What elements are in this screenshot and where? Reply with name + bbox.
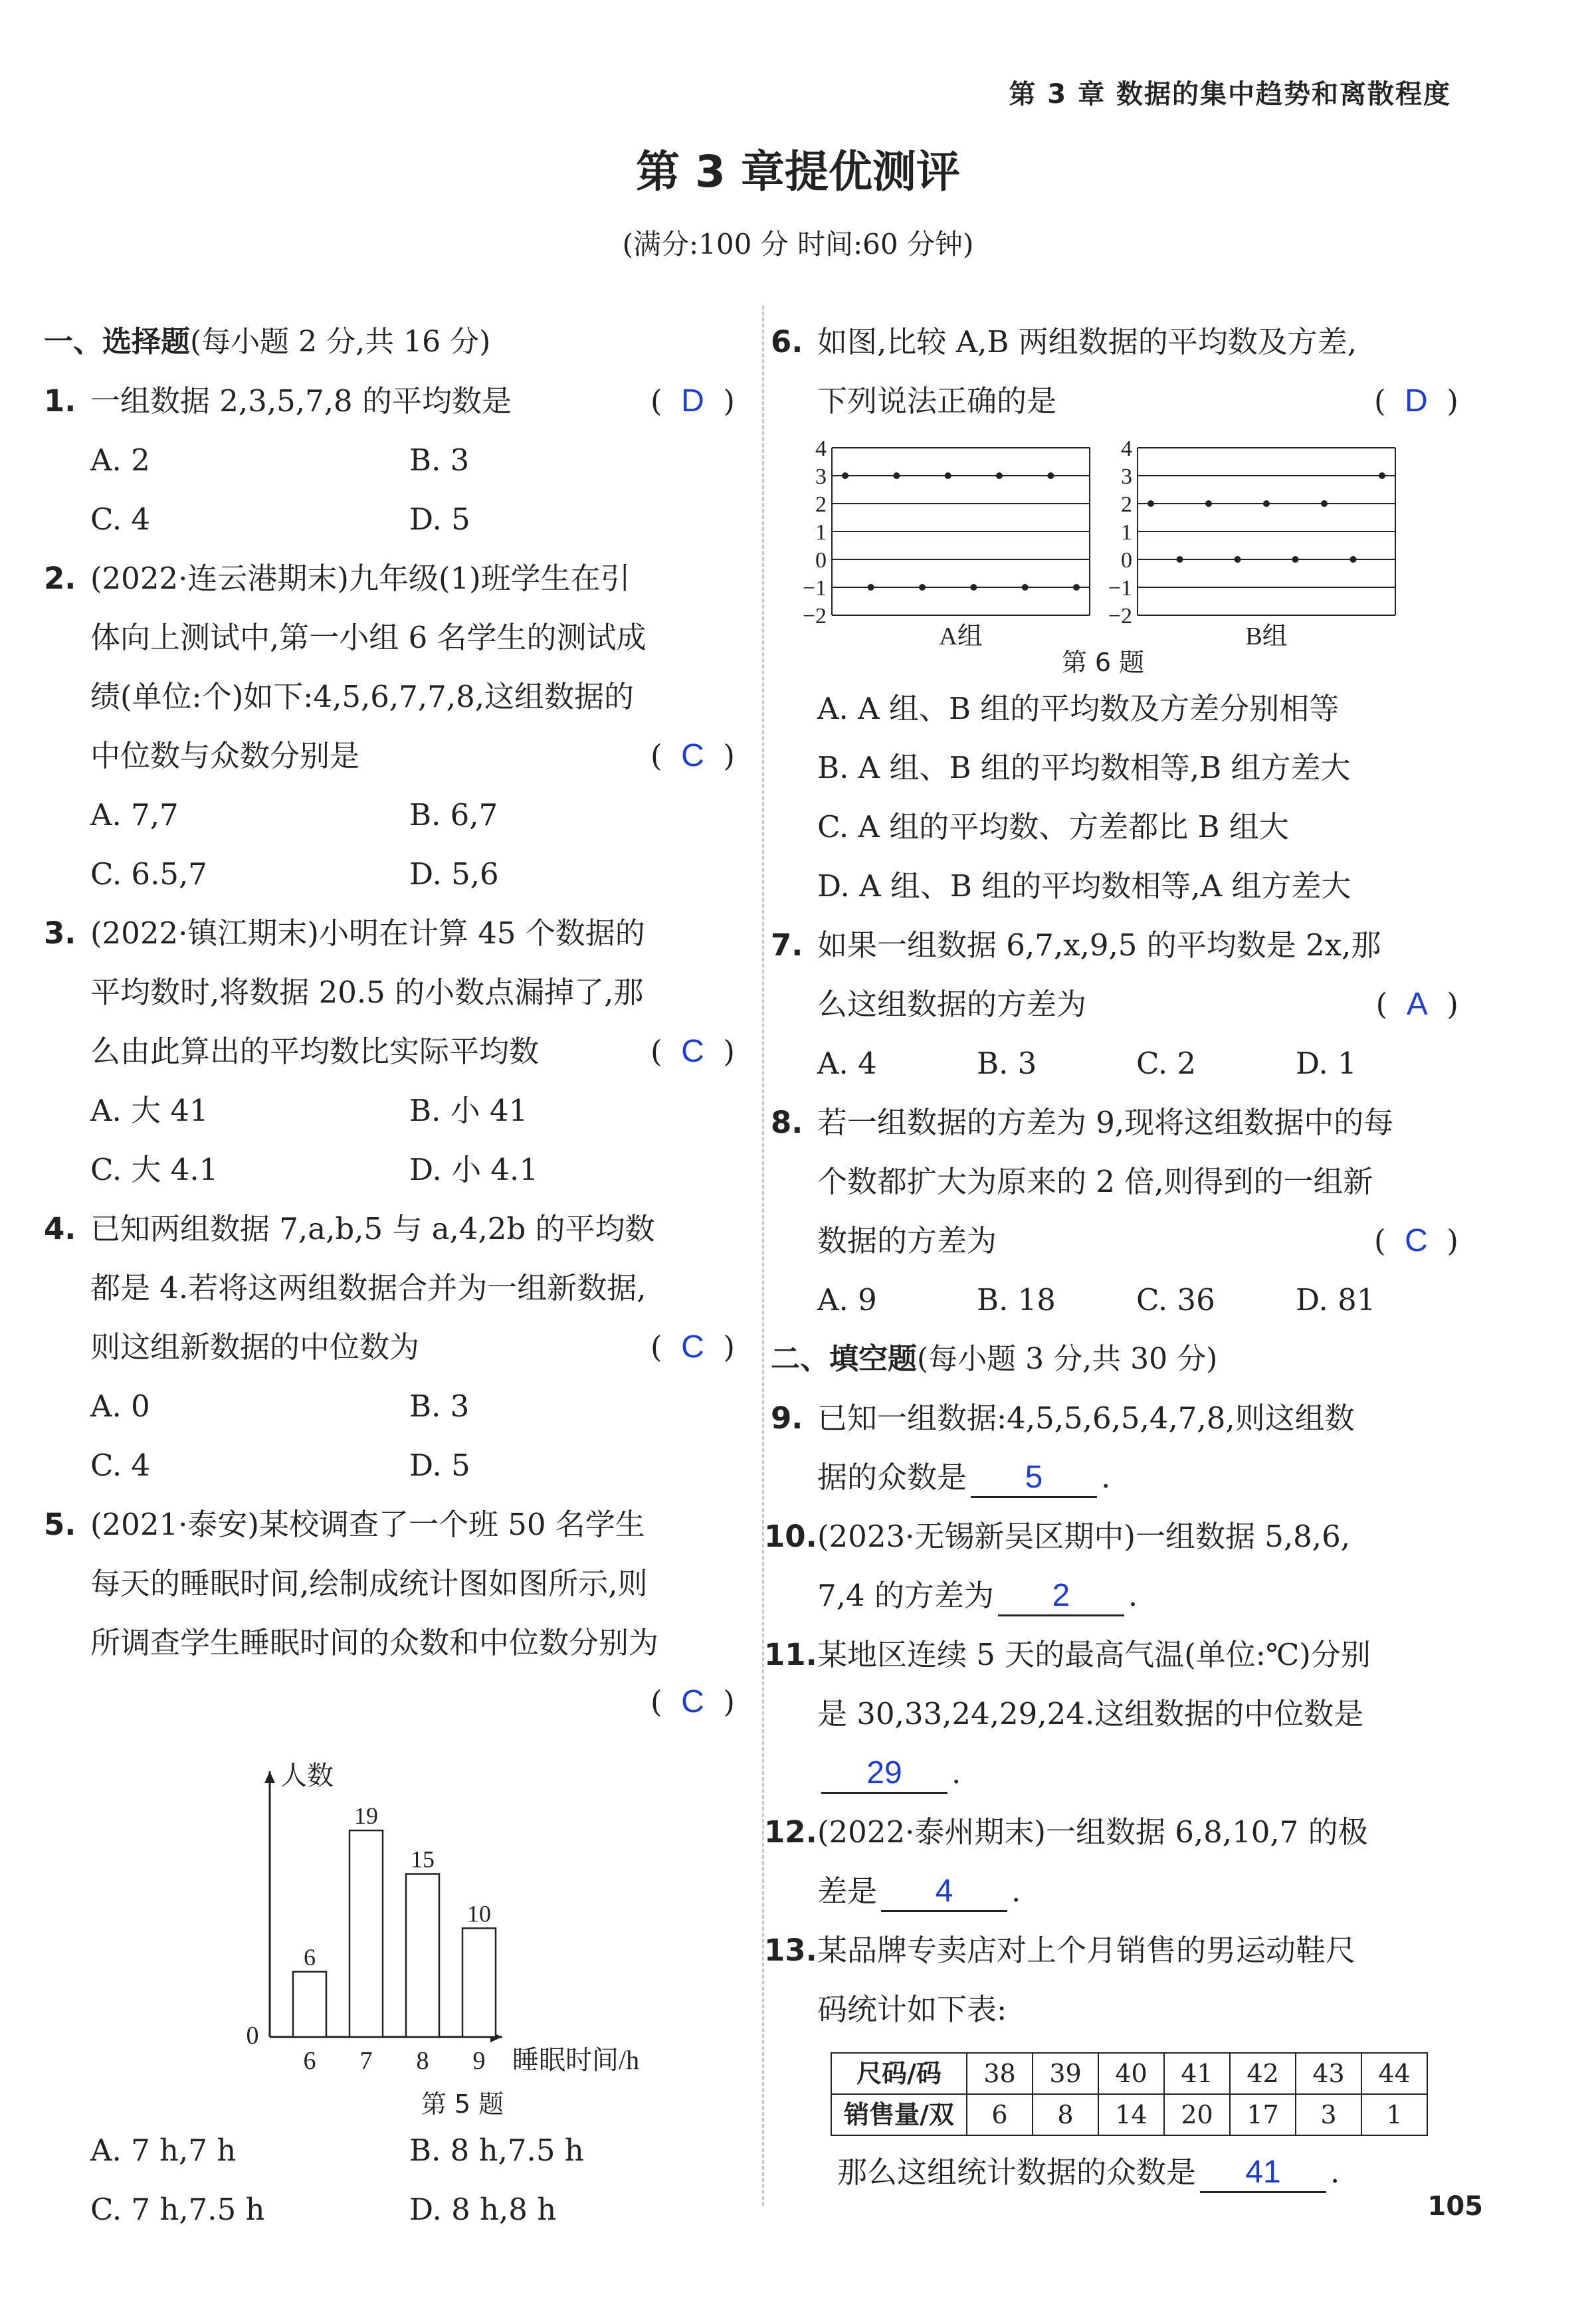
- section-choice: 一、选择题(每小题 2 分,共 16 分): [44, 325, 491, 359]
- bar: [406, 1874, 439, 2037]
- page-title: 第 3 章提优测评: [636, 146, 960, 197]
- question-7: 7. 如果一组数据 6,7,x,9,5 的平均数是 2x,那 ( A ) 么这组数据的方差为: [771, 927, 1458, 1022]
- data-point: [1147, 500, 1154, 507]
- answer-blank: 4: [881, 1873, 1007, 1912]
- table-row: 销售量/双 6 8 14 20 17 3 1: [831, 2094, 1427, 2135]
- data-point: [868, 584, 874, 591]
- y-tick-label: 0: [1121, 548, 1132, 573]
- data-point: [970, 584, 977, 591]
- answer: C: [681, 738, 704, 773]
- figure-6: [771, 433, 1458, 646]
- question-5-options: A. 7 h,7 h B. 8 h,7.5 h C. 7 h,7.5 h D. 8 h,8 h: [90, 2133, 584, 2227]
- question-13-answer-line: 那么这组统计数据的众数是 41 .: [771, 2143, 1458, 2202]
- group-label: B组: [1245, 623, 1288, 646]
- answer: D: [681, 383, 704, 419]
- page-number: 105: [1427, 2191, 1483, 2222]
- question-6: 6. 如图,比较 A,B 两组数据的平均数及方差, ( D ) 下列说法正确的是: [771, 324, 1458, 419]
- chapter-header: 第 3 章 数据的集中趋势和离散程度: [1009, 79, 1451, 110]
- question-6-options: A. A 组、B 组的平均数及方差分别相等 B. A 组、B 组的平均数相等,B 组方差大 C. A 组的平均数、方差都比 B 组大 D. A 组、B 组的平均数相等,A 组方差大: [817, 691, 1351, 904]
- data-point: [842, 472, 848, 479]
- answer-blank: 29: [821, 1755, 948, 1794]
- y-tick-label: 1: [815, 520, 827, 545]
- score-time: (满分:100 分 时间:60 分钟): [622, 228, 974, 260]
- data-point: [1073, 584, 1080, 591]
- data-point: [893, 472, 900, 479]
- answer: C: [681, 1329, 704, 1365]
- bar-value-label: 6: [304, 1943, 316, 1971]
- figure-6-caption: 第 6 题: [1061, 648, 1145, 677]
- bar: [462, 1928, 496, 2037]
- group-label: A组: [939, 623, 983, 646]
- bar: [293, 1972, 326, 2037]
- left-column: [44, 312, 735, 2239]
- bar-value-label: 19: [354, 1802, 378, 1830]
- answer: D: [1405, 383, 1428, 419]
- data-point: [1022, 584, 1029, 591]
- data-point: [1047, 472, 1054, 479]
- data-point: [919, 584, 926, 591]
- question-2: 2. (2022·连云港期末)九年级(1)班学生在引 体向上测试中,第一小组 6 名学生的测试成 绩(单位:个)如下:4,5,6,7,7,8,这组数据的 ( C ) 中位数与众数分别是: [44, 561, 735, 773]
- data-point: [1321, 500, 1328, 507]
- y-tick-label: 0: [815, 548, 827, 573]
- answer: A: [1406, 987, 1428, 1022]
- question-7-options: A. 4 B. 3 C. 2 D. 1: [817, 1046, 1357, 1081]
- section-fill: 二、填空题(每小题 3 分,共 30 分): [771, 1342, 1218, 1376]
- question-2-options: A. 7,7 B. 6,7 C. 6.5,7 D. 5,6: [90, 797, 499, 892]
- data-point: [1235, 556, 1241, 563]
- y-tick-label: −1: [802, 576, 827, 601]
- question-1-options: A. 2 B. 3 C. 4 D. 5: [90, 442, 470, 537]
- data-point: [1205, 500, 1212, 507]
- y-tick-label: 1: [1121, 520, 1132, 545]
- bar-value-label: 10: [467, 1900, 491, 1927]
- question-13: 13. 某品牌专卖店对上个月销售的男运动鞋尺 码统计如下表:: [764, 1933, 1356, 2027]
- question-5: 5. (2021·泰安)某校调查了一个班 50 名学生 每天的睡眠时间,绘制成统计图如图所示,则 所调查学生睡眠时间的众数和中位数分别为 ( C ): [44, 1507, 735, 1719]
- y-tick-label: 3: [1121, 464, 1132, 489]
- question-4: 4. 已知两组数据 7,a,b,5 与 a,4,2b 的平均数 都是 4.若将这两组数据合并为一组新数据, ( C ) 则这组新数据的中位数为: [44, 1211, 735, 1365]
- y-tick-label: −1: [1108, 576, 1132, 601]
- y-tick-label: −2: [802, 604, 827, 628]
- x-tick-label: 9: [472, 2047, 486, 2075]
- data-point: [1350, 556, 1357, 563]
- group-a-dot-chart: [797, 433, 1103, 646]
- y-tick-label: 2: [1121, 492, 1132, 517]
- question-9: 9. 已知一组数据:4,5,5,6,5,4,7,8,则这组数 据的众数是 5 .: [771, 1389, 1458, 1507]
- answer-blank: 2: [998, 1577, 1124, 1616]
- y-tick-label: 4: [815, 436, 827, 461]
- question-8: 8. 若一组数据的方差为 9,现将这组数据中的每 个数都扩大为原来的 2 倍,则得到的一组新 ( C ) 数据的方差为: [771, 1105, 1458, 1258]
- table-row: 尺码/码 38 39 40 41 42 43 44: [831, 2053, 1427, 2094]
- data-point: [1263, 500, 1270, 507]
- answer-blank: 41: [1200, 2154, 1326, 2193]
- bar-value-label: 15: [411, 1846, 435, 1873]
- y-tick-label: 3: [815, 464, 827, 489]
- data-point: [1379, 472, 1385, 479]
- figure-5-caption: 第 5 题: [421, 2089, 504, 2119]
- question-4-options: A. 0 B. 3 C. 4 D. 5: [90, 1389, 470, 1483]
- y-axis-arrow: [264, 1771, 275, 1783]
- x-axis-label: 睡眠时间/h: [512, 2045, 640, 2075]
- shoe-size-table: [831, 2052, 1428, 2136]
- data-point: [1177, 556, 1183, 563]
- question-8-options: A. 9 B. 18 C. 36 D. 81: [817, 1282, 1376, 1317]
- group-b-dot-chart: [1103, 433, 1409, 646]
- right-column: [764, 312, 1458, 2202]
- data-point: [1292, 556, 1299, 563]
- x-tick-label: 6: [303, 2047, 316, 2075]
- answer-blank: 5: [971, 1459, 1097, 1498]
- answer: C: [681, 1034, 704, 1069]
- y-tick-label: −2: [1108, 604, 1132, 628]
- data-point: [996, 472, 1003, 479]
- x-tick-label: 8: [416, 2047, 429, 2075]
- question-3-options: A. 大 41 B. 小 41 C. 大 4.1 D. 小 4.1: [90, 1093, 538, 1187]
- y-axis-label: 人数: [280, 1761, 334, 1790]
- y-tick-label: 4: [1121, 436, 1132, 461]
- y-tick-label: 2: [815, 492, 827, 517]
- answer: C: [1405, 1223, 1428, 1258]
- answer: C: [681, 1684, 704, 1719]
- question-12: 12. (2022·泰州期末)一组数据 6,8,10,7 的极 差是 4 .: [771, 1802, 1458, 1921]
- question-10: 10. (2023·无锡新吴区期中)一组数据 5,8,6, 7,4 的方差为 2 .: [771, 1507, 1458, 1625]
- sleep-bar-chart: [157, 1745, 755, 2103]
- origin-label: 0: [246, 2022, 259, 2050]
- x-tick-label: 7: [359, 2047, 373, 2075]
- question-3: 3. (2022·镇江期末)小明在计算 45 个数据的 平均数时,将数据 20.5 的小数点漏掉了,那 ( C ) 么由此算出的平均数比实际平均数: [44, 916, 735, 1069]
- question-11: 11. 某地区连续 5 天的最高气温(单位:℃)分别 是 30,33,24,29,24.这组数据的中位数是 29 .: [771, 1625, 1458, 1802]
- bar: [349, 1830, 383, 2037]
- question-1: 1. ( D ) 一组数据 2,3,5,7,8 的平均数是: [44, 383, 735, 419]
- data-point: [945, 472, 951, 479]
